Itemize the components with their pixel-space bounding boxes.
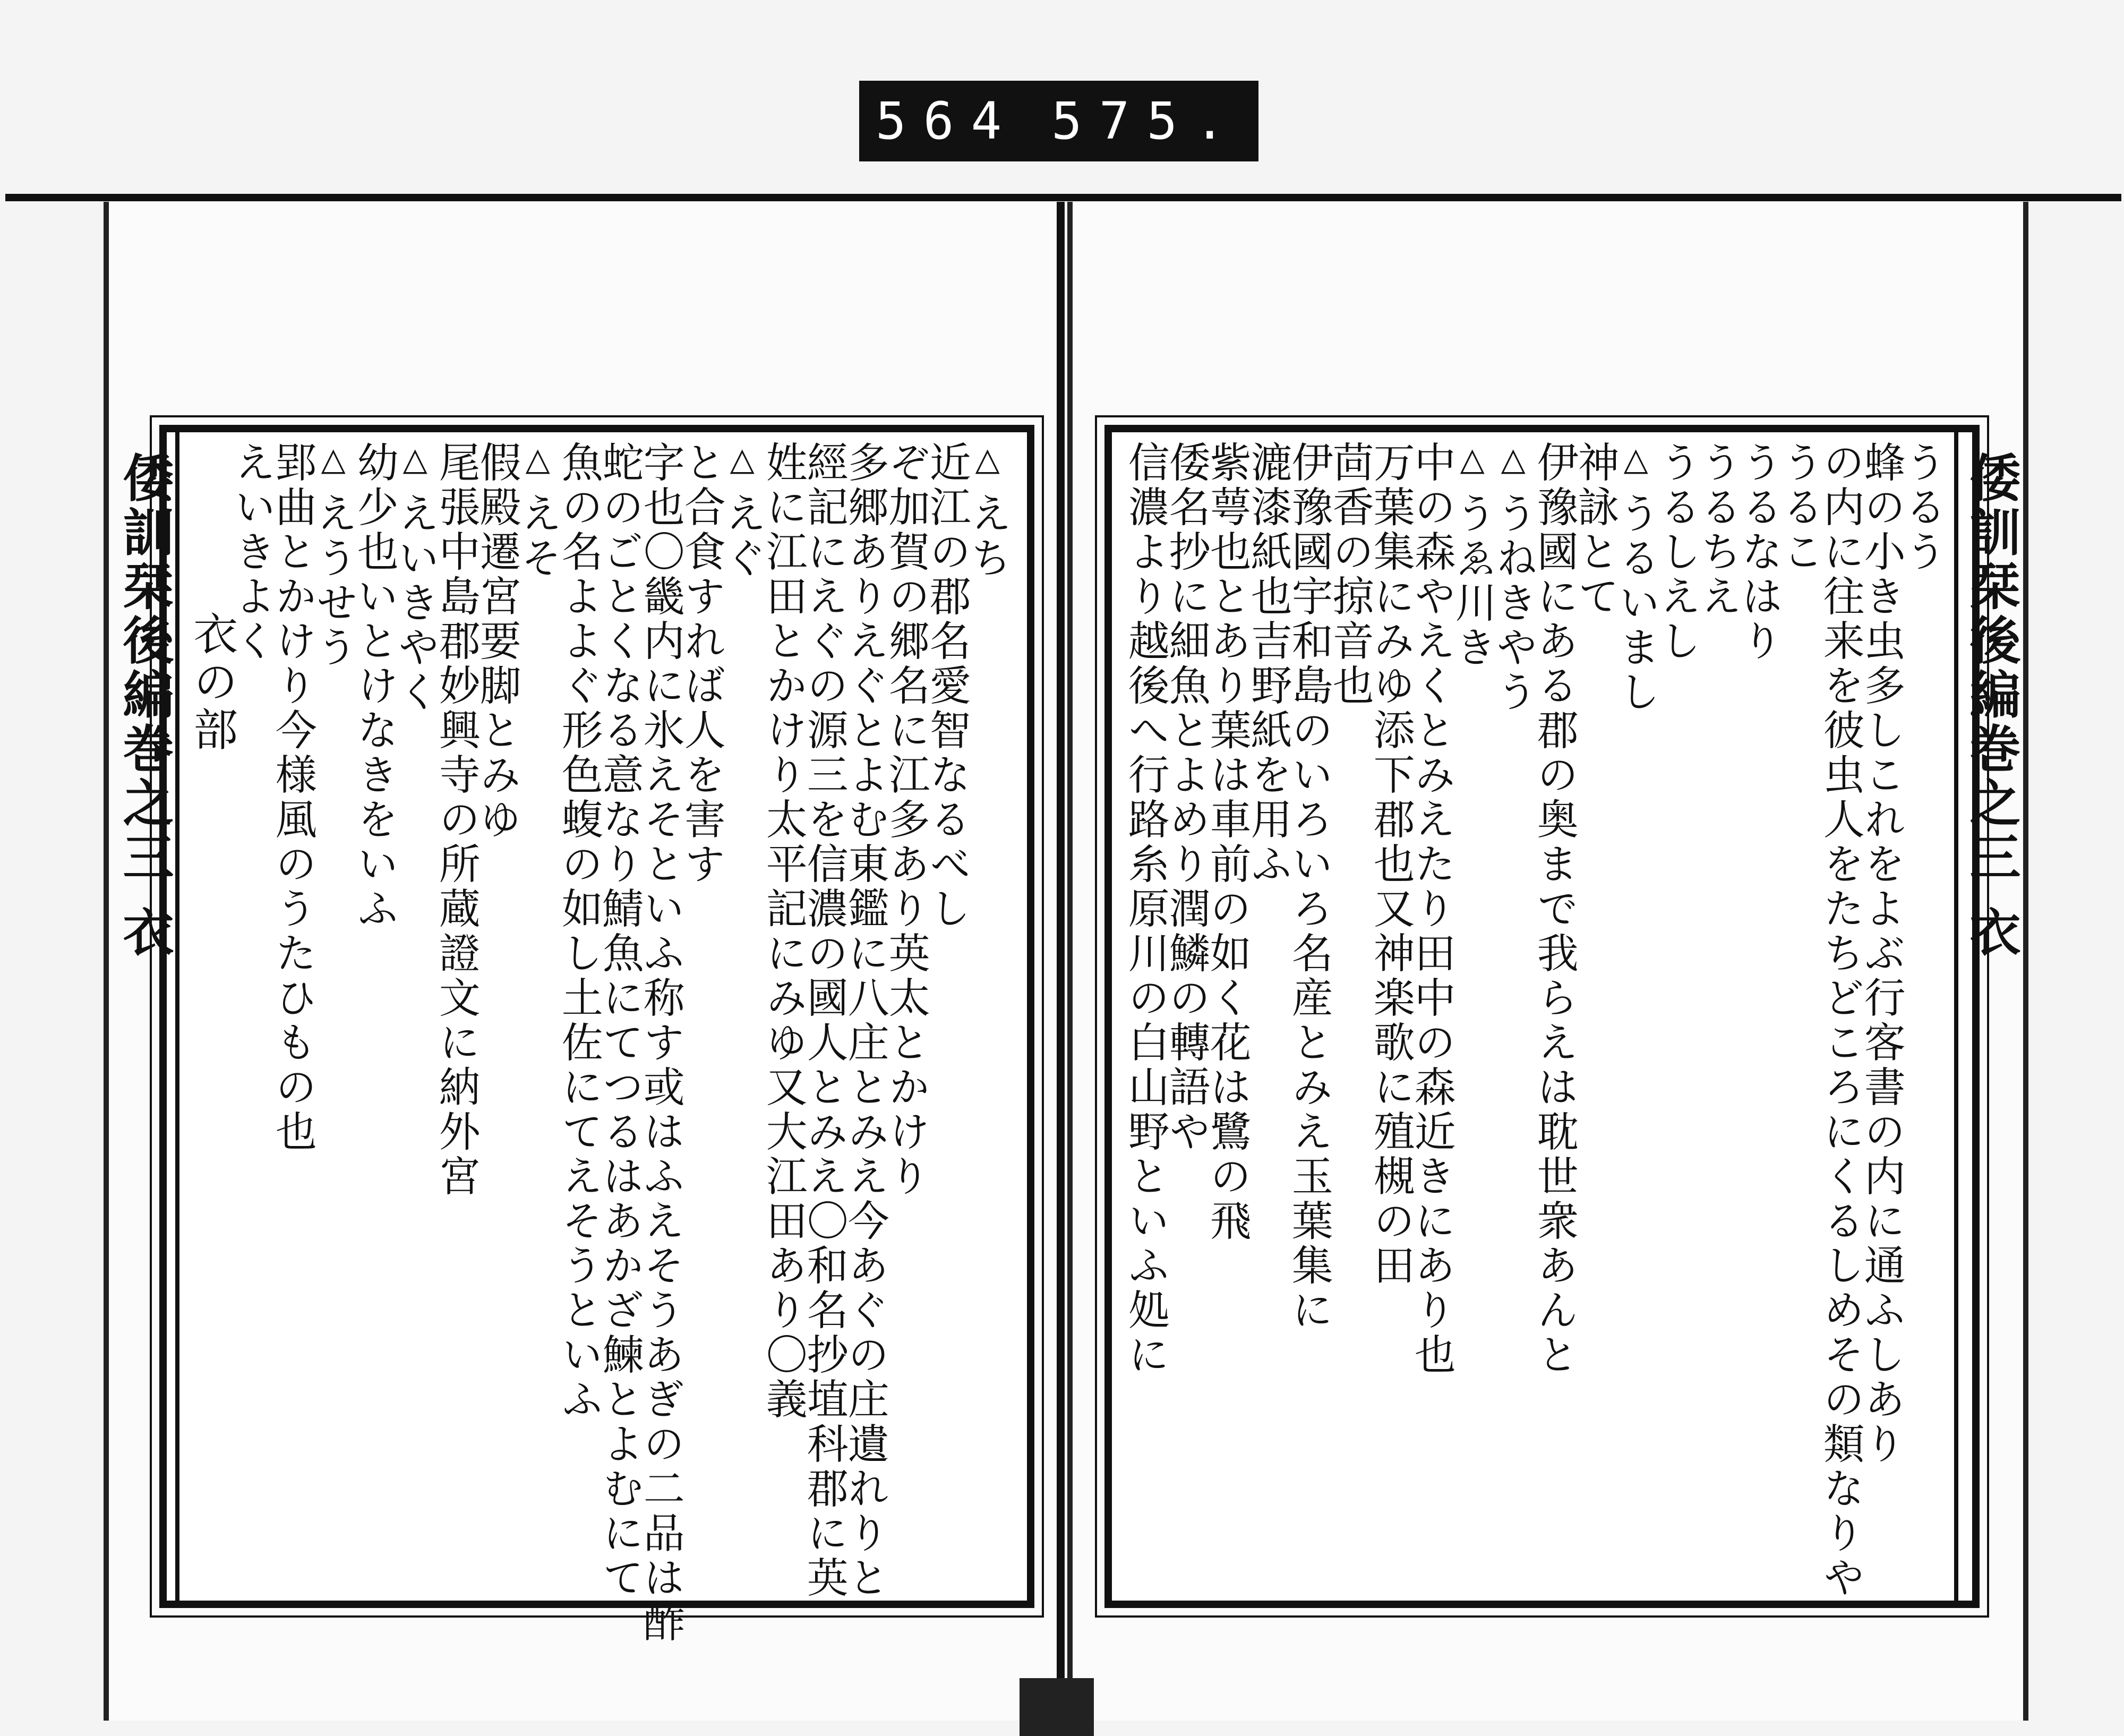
text-column (1693, 441, 1742, 619)
text-column (759, 441, 807, 1422)
column-text: 姓に江田とかけり太平記にみゆ又大江田あり〇義 (759, 441, 807, 1422)
text-column (881, 441, 930, 1199)
column-text: うるいまし (1612, 492, 1660, 715)
frame-number-label (859, 81, 1258, 161)
text-column (473, 441, 521, 842)
column-text: 字也〇畿内に氷えそといふ称す或はふえそうあぎの二品は酢 (636, 441, 684, 1645)
column-text: えち (963, 492, 1012, 581)
text-column (922, 441, 971, 931)
text-column (1816, 441, 1864, 1601)
column-text: 近江の郡名愛智なるべし (922, 441, 971, 931)
entry-marker-icon: △ (1494, 441, 1532, 481)
column-text: 万葉集にみゆ添下郡也又神楽歌に殖槻の田 (1366, 441, 1415, 1288)
column-text: うねきやう (1489, 492, 1537, 715)
text-column (1734, 441, 1783, 664)
text-column (800, 441, 848, 1601)
column-text: えそ (513, 492, 562, 581)
column-text: 信濃より越後へ行路糸原川の白山野といふ処に (1121, 441, 1169, 1378)
text-column (963, 441, 1012, 581)
column-text: 蛇のごとくなる意なり鯖魚にてつるはあかざ鰊とよむにて (595, 441, 644, 1601)
left-margin-title-strip (112, 430, 179, 1604)
right-text-columns (1120, 441, 1946, 1601)
entry-marker-icon: △ (1617, 441, 1655, 481)
column-text: 中の森やえくとみえたり田中の森近きにあり也 (1407, 441, 1455, 1378)
top-rule (5, 194, 2121, 201)
text-column (1366, 441, 1415, 1288)
entry-marker-icon: △ (314, 441, 352, 481)
binding-clip (1020, 1678, 1094, 1736)
book-spine (1057, 202, 1064, 1731)
entry-marker-icon: △ (519, 441, 556, 481)
text-column (1162, 441, 1210, 1155)
text-column (595, 441, 644, 1601)
text-column (1489, 441, 1537, 715)
text-column (1530, 441, 1578, 1378)
column-text: うるちえ (1693, 441, 1742, 619)
text-column (554, 441, 603, 1422)
text-column (1244, 441, 1292, 887)
text-column (432, 441, 480, 1199)
left-text-columns (186, 441, 1012, 1645)
column-text: と合食すれば人を害す (677, 441, 725, 887)
text-column (1898, 441, 1946, 575)
entry-marker-icon: △ (723, 441, 761, 481)
text-column (1857, 441, 1905, 1467)
text-column (1407, 441, 1455, 1378)
column-text: 神詠とて (1571, 441, 1619, 619)
column-text: えいきよく (227, 441, 276, 664)
text-column (391, 441, 439, 715)
column-text: えぐ (718, 492, 766, 581)
text-column (268, 441, 316, 1155)
text-column (718, 441, 766, 581)
column-text: の内に往来を彼虫人をたちどころにくるしめその類なりや (1816, 441, 1864, 1601)
text-column (1121, 441, 1169, 1378)
text-column (1775, 441, 1823, 575)
column-text: 茴香の掠音也 (1325, 441, 1374, 708)
column-text: うるしえし (1652, 441, 1701, 664)
column-text: 尾張中島郡妙興寺の所蔵證文に納外宮 (432, 441, 480, 1199)
column-text: 魚の名よよぐ形色蝮の如し土佐にてえそうといふ (554, 441, 603, 1422)
column-text: 郢曲とかけり今様風のうたひもの也 (268, 441, 316, 1155)
text-column (350, 441, 398, 931)
column-text: 蜂の小き虫多しこれをよぶ行客書の内に通ふしあり (1857, 441, 1905, 1467)
text-column (1652, 441, 1701, 664)
text-column (1284, 441, 1333, 1333)
column-text: うるこ (1775, 441, 1823, 575)
text-column (513, 441, 562, 581)
right-margin-title: 倭訓栞後編巻之三 衣 (1962, 451, 2022, 960)
column-text: えいきやく (391, 492, 439, 715)
text-column (841, 441, 889, 1601)
left-margin-title: 倭訓栞後編巻之三 衣 (115, 451, 175, 960)
section-title: 衣の部 (186, 611, 238, 754)
frame-number-left: 564 (875, 91, 1019, 151)
column-text: 幼少也いとけなきをいふ (350, 441, 398, 931)
entry-marker-icon: △ (396, 441, 434, 481)
text-column (1325, 441, 1374, 708)
text-column (1448, 441, 1496, 670)
column-text: 伊豫國にある郡の奥まで我らえは耽世衆あんと (1530, 441, 1578, 1378)
column-text: 伊豫國宇和島のいろいろ名産とみえ玉葉集に (1284, 441, 1333, 1333)
column-text: 倭名抄に細魚とよめり潤鱗の轉語や (1162, 441, 1210, 1155)
text-column (677, 441, 725, 887)
column-text: 紫萼也とあり葉は車前の如く花は鷺の飛 (1203, 441, 1251, 1244)
column-text: うるなはり (1734, 441, 1783, 664)
text-column (1203, 441, 1251, 1244)
column-text: うるう (1898, 441, 1946, 575)
column-text: 多郷ありえぐとよむ東鑑に八庄とみえ今あぐの庄遺れりと (841, 441, 889, 1601)
text-column (309, 441, 357, 670)
right-margin-title-strip (1954, 430, 2022, 1604)
text-column (1612, 441, 1660, 715)
column-text: ぞ加賀の郷名に江多あり英太とかけり (881, 441, 930, 1199)
column-text: 漉漆紙也吉野紙を用ふ (1244, 441, 1292, 887)
entry-marker-icon: △ (1453, 441, 1491, 481)
text-column (636, 441, 684, 1645)
frame-number-right: 575. (1051, 91, 1243, 151)
column-text: 經記にえぐの源三を信濃の國人とみえ〇和名抄埴科郡に英 (800, 441, 848, 1601)
column-text: 假殿遷宮要脚とみゆ (473, 441, 521, 842)
column-text: うゑ川き (1448, 492, 1496, 670)
text-column (1571, 441, 1619, 619)
column-text: えうせう (309, 492, 357, 670)
entry-marker-icon: △ (969, 441, 1006, 481)
